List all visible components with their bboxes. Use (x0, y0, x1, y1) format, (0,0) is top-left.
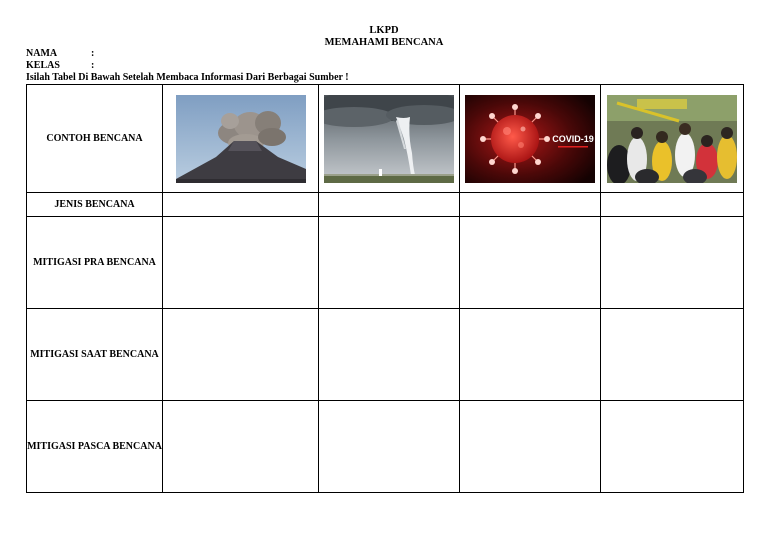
worksheet-table (26, 84, 744, 493)
row-header-type: JENIS BENCANA (27, 193, 163, 217)
row-type (27, 193, 744, 217)
crowd-riot-photo-icon (607, 95, 737, 183)
answer-cell[interactable] (460, 217, 601, 309)
class-label: KELAS (26, 60, 60, 71)
answer-cell[interactable] (319, 217, 460, 309)
answer-cell[interactable] (601, 193, 744, 217)
name-label: NAMA (26, 48, 58, 59)
volcano-eruption-photo-icon (176, 95, 306, 183)
answer-cell[interactable] (601, 217, 744, 309)
page-title: LKPD (369, 25, 399, 36)
class-colon: : (91, 60, 95, 71)
covid-label: COVID-19 (552, 133, 594, 144)
row-header-post: MITIGASI PASCA BENCANA (27, 401, 163, 493)
answer-cell[interactable] (163, 217, 319, 309)
instruction-text: Isilah Tabel Di Bawah Setelah Membaca Informasi Dari Berbagai Sumber ! (26, 72, 349, 83)
answer-cell[interactable] (319, 193, 460, 217)
answer-cell[interactable] (163, 309, 319, 401)
class-field (26, 60, 95, 72)
row-examples (27, 85, 744, 193)
cell-tornado (319, 85, 460, 193)
tornado-photo-icon (324, 95, 454, 183)
answer-cell[interactable] (601, 401, 744, 493)
answer-cell[interactable] (460, 193, 601, 217)
answer-cell[interactable] (601, 309, 744, 401)
answer-cell[interactable] (319, 401, 460, 493)
answer-cell[interactable] (460, 401, 601, 493)
name-field (26, 48, 95, 60)
cell-riot (601, 85, 744, 193)
cell-volcano (163, 85, 319, 193)
row-post-mitigation (27, 401, 744, 493)
row-header-pre: MITIGASI PRA BENCANA (27, 217, 163, 309)
answer-cell[interactable] (163, 401, 319, 493)
answer-cell[interactable] (460, 309, 601, 401)
cell-covid (460, 85, 601, 193)
row-during-mitigation (27, 309, 744, 401)
covid-19-virus-photo-icon (465, 95, 595, 183)
row-header-during: MITIGASI SAAT BENCANA (27, 309, 163, 401)
name-colon: : (91, 48, 95, 59)
answer-cell[interactable] (319, 309, 460, 401)
page-subtitle: MEMAHAMI BENCANA (324, 37, 444, 48)
answer-cell[interactable] (163, 193, 319, 217)
row-pre-mitigation (27, 217, 744, 309)
row-header-examples: CONTOH BENCANA (27, 85, 163, 193)
